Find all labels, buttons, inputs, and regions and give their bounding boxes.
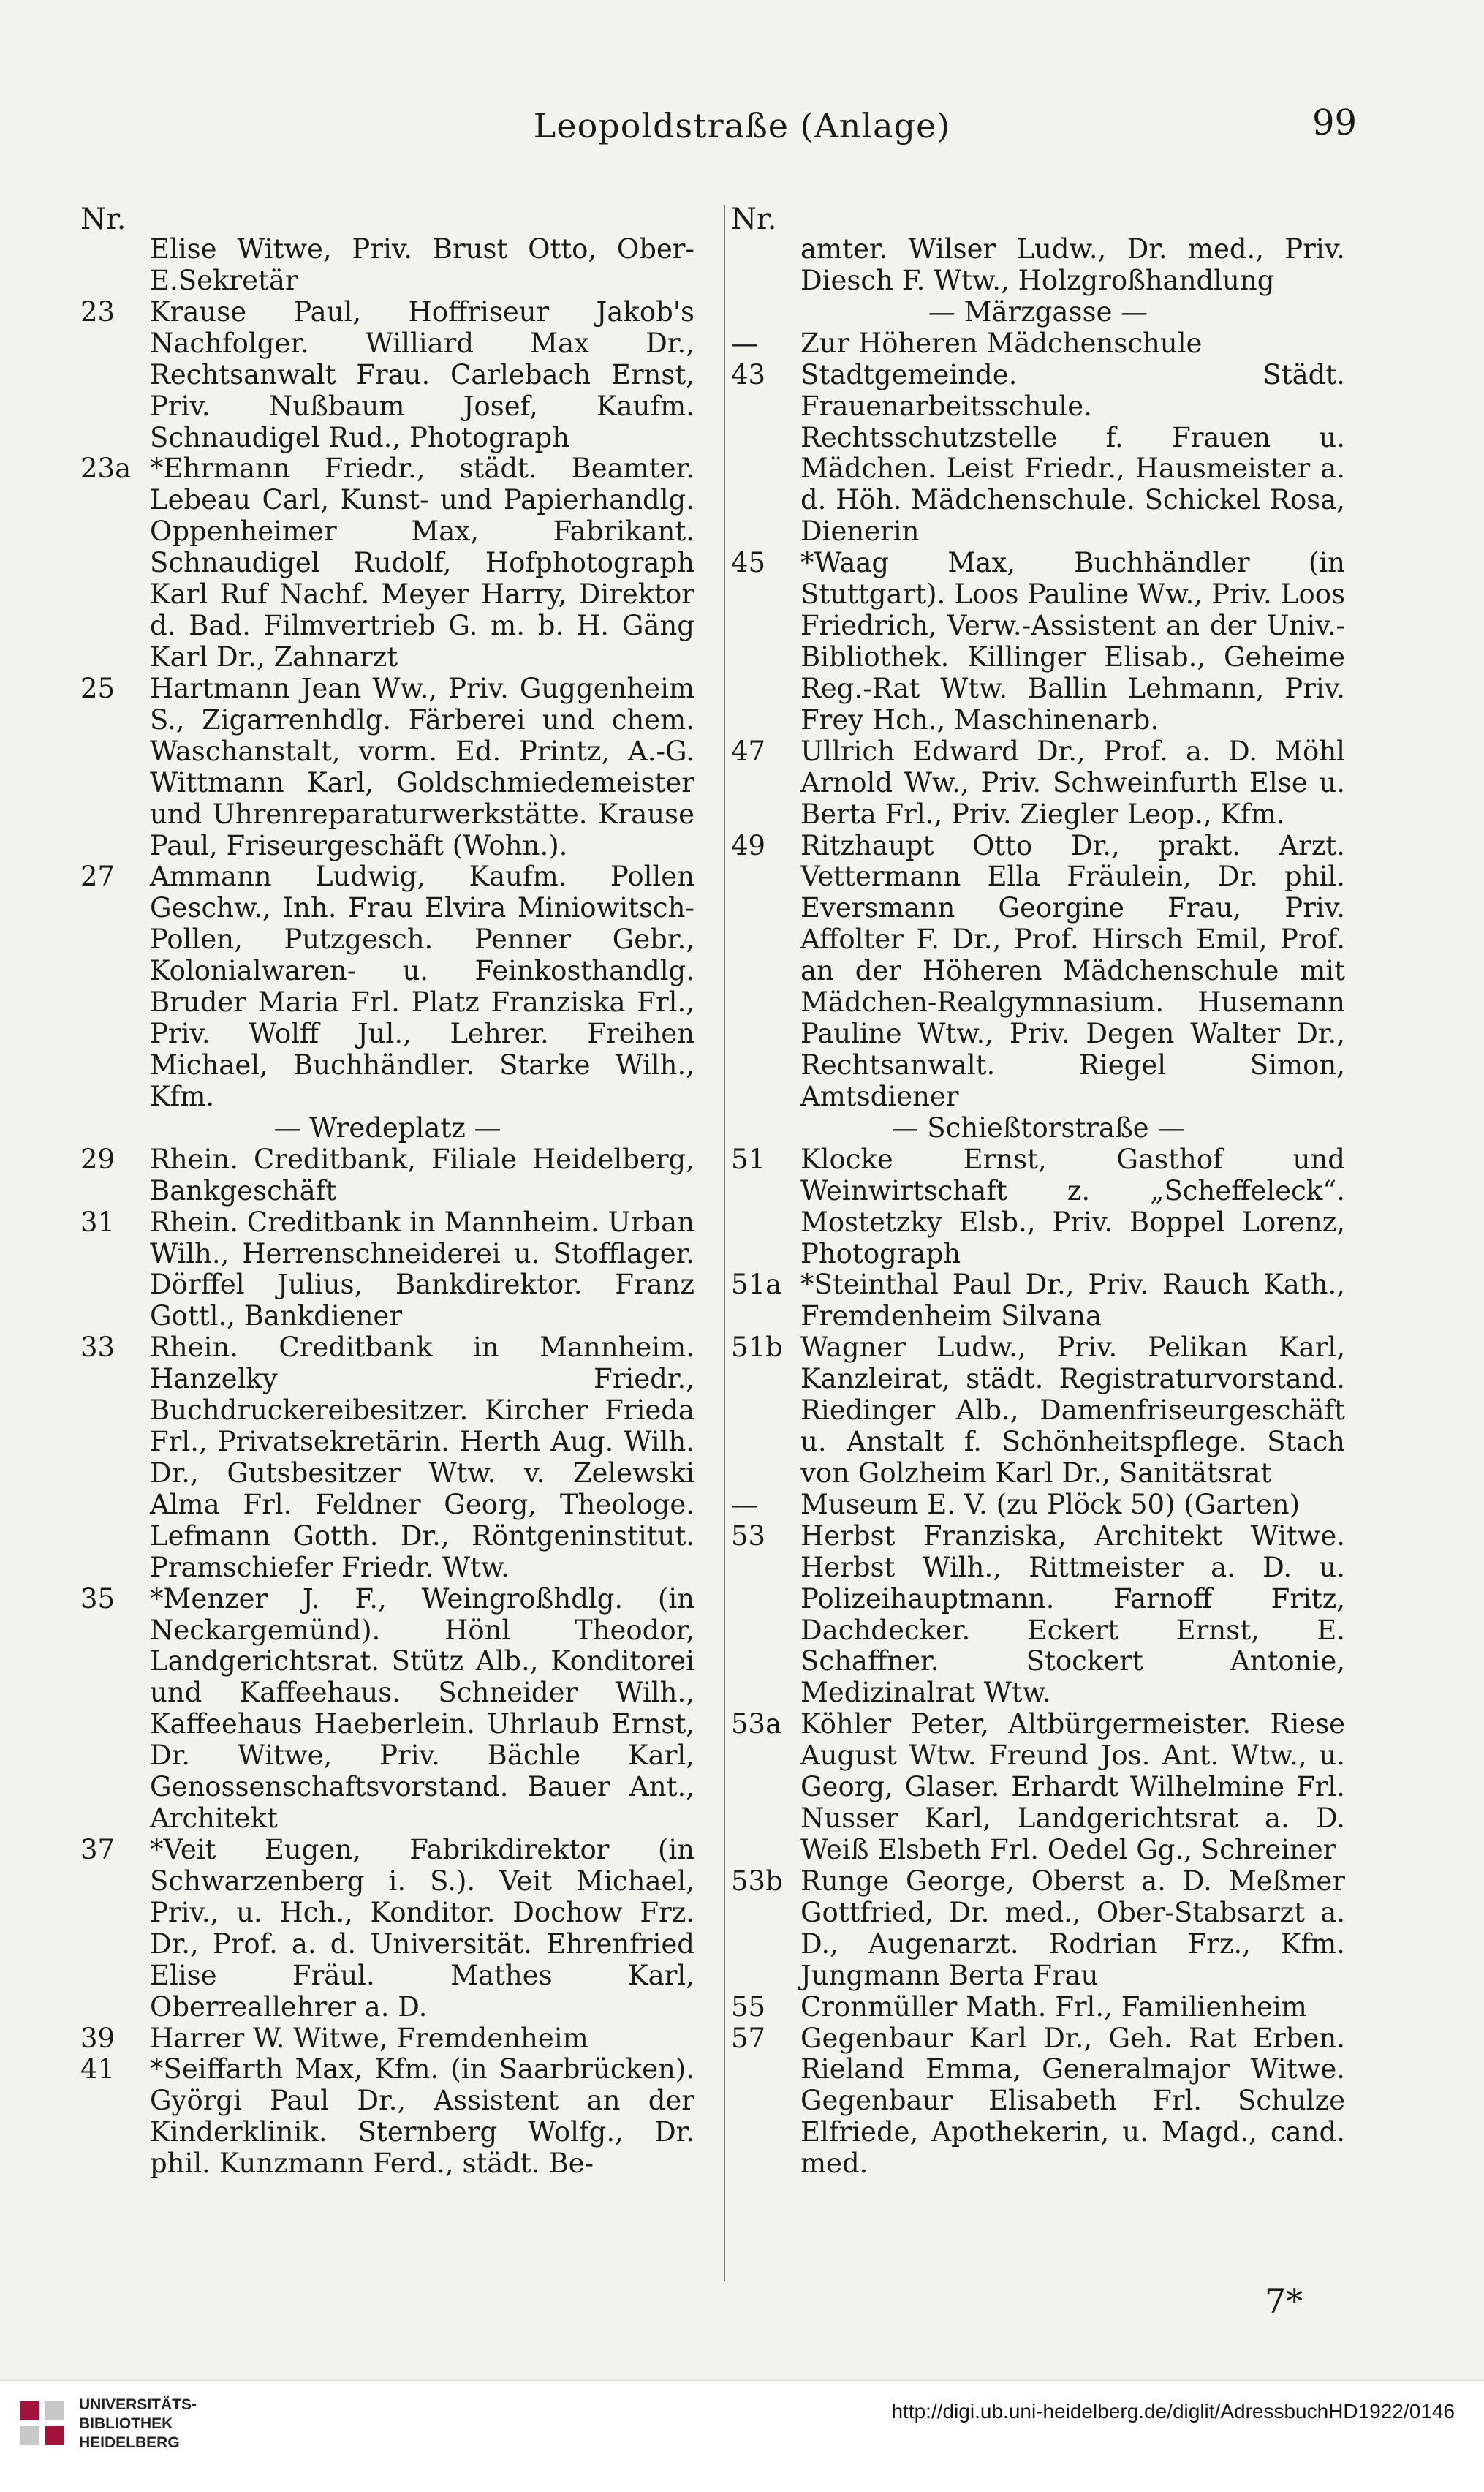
address-entry <box>731 1992 1345 2023</box>
house-number: — <box>731 327 758 359</box>
address-entry <box>80 1144 694 1207</box>
signature-mark: 7* <box>1265 2281 1303 2321</box>
house-number: 23 <box>80 295 116 328</box>
house-number: 45 <box>731 547 766 579</box>
house-number: 51a <box>731 1269 782 1301</box>
house-number: 27 <box>80 861 116 893</box>
house-number: 49 <box>731 829 766 861</box>
residents-text: Elise Witwe, Priv. Brust Otto, Ober-E.Sekretär <box>150 233 694 296</box>
address-entry <box>731 1269 1345 1332</box>
address-entry <box>80 1835 694 2023</box>
address-entry <box>731 831 1345 1113</box>
residents-text: Klocke Ernst, Gasthof und Weinwirtschaft z. „Scheffeleck“. Mostetzky Elsb., Priv. Boppel Lorenz, Photograph <box>800 1143 1345 1269</box>
viewer-footer <box>0 2380 1484 2492</box>
street-heading: — Schießtorstraße — <box>891 1111 1185 1144</box>
address-entry <box>731 1521 1345 1710</box>
residents-text: Ullrich Edward Dr., Prof. a. D. Möhl Arnold Ww., Priv. Schweinfurth Else u. Berta Frl., Priv. Ziegler Leop., Kfm. <box>800 735 1345 830</box>
address-entry <box>80 453 694 673</box>
right-column <box>731 205 1345 2180</box>
house-number: 53a <box>731 1708 782 1740</box>
residents-text: *Waag Max, Buchhändler (in Stuttgart). Loos Pauline Ww., Priv. Loos Friedrich, Verw.-Assistent an der Univ.-Bibliothek. Killinger Elisab., Geheime Reg.-Rat Wtw. Ballin Lehmann, Priv. Frey Hch., Maschinenarb. <box>800 547 1345 736</box>
residents-text: *Ehrmann Friedr., städt. Beamter. Lebeau Carl, Kunst- und Papierhandlg. Oppenheimer Max, Fabrikant. Schnaudigel Rudolf, Hofphotograph Karl Ruf Nachf. Meyer Harry, Direktor d. Bad. Filmvertrieb G. m. b. H. Gäng Karl Dr., Zahnarzt <box>150 453 694 673</box>
residents-text: Gegenbaur Karl Dr., Geh. Rat Erben. Rieland Emma, Generalmajor Witwe. Gegenbaur Elisabeth Frl. Schulze Elfriede, Apothekerin, u. Magd., cand. med. <box>800 2022 1345 2180</box>
residents-text: Museum E. V. (zu Plöck 50) (Garten) <box>800 1488 1301 1520</box>
permalink-url[interactable]: http://digi.ub.uni-heidelberg.de/diglit/AdressbuchHD1922/0146 <box>891 2400 1455 2423</box>
house-number: 37 <box>80 1834 116 1866</box>
house-number: 39 <box>80 2022 116 2054</box>
address-entry <box>80 861 694 1112</box>
house-number: 57 <box>731 2022 766 2054</box>
house-number: 41 <box>80 2053 116 2085</box>
residents-text: Rhein. Creditbank, Filiale Heidelberg, Bankgeschäft <box>150 1143 694 1207</box>
street-heading: — Märzgasse — <box>928 295 1148 328</box>
residents-text: *Veit Eugen, Fabrikdirektor (in Schwarzenberg i. S.). Veit Michael, Priv., u. Hch., Konditor. Dochow Frz. Dr., Prof. a. d. Universität. Ehrenfried Elise Fräul. Mathes Karl, Oberreallehrer a. D. <box>150 1834 694 2023</box>
running-head: Leopoldstraße (Anlage) <box>533 106 951 146</box>
residents-text: *Steinthal Paul Dr., Priv. Rauch Kath., Fremdenheim Silvana <box>800 1269 1345 1332</box>
residents-text: Ritzhaupt Otto Dr., prakt. Arzt. Vettermann Ella Fräulein, Dr. phil. Eversmann Georgine Frau, Priv. Affolter F. Dr., Prof. Hirsch Emil, Prof. an der Höheren Mädchenschule mit Mädchen-Realgymnasium. Husemann Pauline Wtw., Priv. Degen Walter Dr., Rechtsanwalt. Riegel Simon, Amtsdiener <box>800 829 1345 1112</box>
left-column <box>80 205 694 2180</box>
house-number: 29 <box>80 1143 116 1175</box>
address-entry <box>80 2054 694 2180</box>
residents-text: Zur Höheren Mädchenschule <box>800 327 1203 359</box>
address-entry <box>731 1709 1345 1866</box>
house-number: 43 <box>731 358 766 390</box>
house-number: 53b <box>731 1865 783 1897</box>
residents-text: amter. Wilser Ludw., Dr. med., Priv. Diesch F. Wtw., Holzgroßhandlung <box>800 233 1345 296</box>
house-number: 23a <box>80 453 132 485</box>
column-head-nr: Nr. <box>731 203 777 236</box>
residents-text: Köhler Peter, Altbürgermeister. Riese August Wtw. Freund Jos. Ant. Wtw., u. Georg, Glaser. Erhardt Wilhelmine Frl. Nusser Karl, Landgerichtsrat a. D. Weiß Elsbeth Frl. Oedel Gg., Schreiner <box>800 1708 1345 1866</box>
residents-text: Stadtgemeinde. Städt. Frauenarbeitsschule. Rechtsschutzstelle f. Frauen u. Mädchen. Leist Friedr., Hausmeister a. d. Höh. Mädchenschule. Schickel Rosa, Dienerin <box>800 358 1345 548</box>
residents-text: Wagner Ludw., Priv. Pelikan Karl, Kanzleirat, städt. Registraturvorstand. Riedinger Alb., Damenfriseurgeschäft u. Anstalt f. Schönheitspflege. Stach von Golzheim Karl Dr., Sanitätsrat <box>800 1332 1345 1489</box>
column-head-nr: Nr. <box>80 203 126 236</box>
house-number: 33 <box>80 1332 116 1364</box>
library-logo[interactable] <box>20 2395 197 2453</box>
address-entry <box>80 297 694 454</box>
house-number: 35 <box>80 1582 116 1615</box>
street-heading: — Wredeplatz — <box>273 1111 501 1144</box>
address-entry <box>731 1144 1345 1270</box>
residents-text: Runge George, Oberst a. D. Meßmer Gottfried, Dr. med., Ober-Stabsarzt a. D., Augenarzt. Rodrian Frz., Kfm. Jungmann Berta Frau <box>800 1865 1345 1991</box>
address-entry <box>731 736 1345 831</box>
house-number: 31 <box>80 1206 116 1238</box>
address-entry <box>731 1489 1345 1521</box>
column-divider <box>724 205 725 2281</box>
house-number: — <box>731 1488 758 1520</box>
address-entry <box>80 1584 694 1835</box>
page-number: 99 <box>1312 102 1358 143</box>
address-entry <box>731 328 1345 360</box>
address-entry <box>731 1866 1345 1992</box>
residents-text: Herbst Franziska, Architekt Witwe. Herbst Wilh., Rittmeister a. D. u. Polizeihauptmann. Farnoff Fritz, Dachdecker. Eckert Ernst, E. Schaffner. Stockert Antonie, Medizinalrat Wtw. <box>800 1519 1345 1709</box>
house-number: 25 <box>80 672 116 704</box>
address-entry <box>731 548 1345 736</box>
library-logo-icon <box>20 2401 66 2447</box>
library-name: UNIVERSITÄTS- BIBLIOTHEK HEIDELBERG <box>79 2396 197 2451</box>
address-entry <box>731 234 1345 297</box>
residents-text: Harrer W. Witwe, Fremdenheim <box>150 2022 588 2054</box>
house-number: 47 <box>731 735 766 767</box>
address-entry <box>80 1332 694 1583</box>
address-entry <box>80 673 694 862</box>
residents-text: *Seiffarth Max, Kfm. (in Saarbrücken). Györgi Paul Dr., Assistent an der Kinderklinik. Sternberg Wolfg., Dr. phil. Kunzmann Ferd., städt. Be- <box>150 2053 694 2180</box>
house-number: 51b <box>731 1332 783 1364</box>
address-entry <box>731 2023 1345 2180</box>
address-entry <box>80 234 694 297</box>
residents-text: *Menzer J. F., Weingroßhdlg. (in Neckargemünd). Hönl Theodor, Landgerichtsrat. Stütz Alb., Konditorei und Kaffeehaus. Schneider Wilh., Kaffeehaus Haeberlein. Uhrlaub Ernst, Dr. Witwe, Priv. Bächle Karl, Genossenschaftsvorstand. Bauer Ant., Architekt <box>150 1582 694 1835</box>
house-number: 53 <box>731 1519 766 1552</box>
residents-text: Hartmann Jean Ww., Priv. Guggenheim S., Zigarrenhdlg. Färberei und chem. Waschanstalt, vorm. Ed. Printz, A.-G. Wittmann Karl, Goldschmiedemeister und Uhrenreparaturwerkstätte. Krause Paul, Friseurgeschäft (Wohn.). <box>150 672 694 861</box>
address-entry <box>731 360 1345 548</box>
residents-text: Ammann Ludwig, Kaufm. Pollen Geschw., Inh. Frau Elvira Miniowitsch-Pollen, Putzgesch. Penner Gebr., Kolonialwaren- u. Feinkosthandlg. Bruder Maria Frl. Platz Franziska Frl., Priv. Wolff Jul., Lehrer. Freihen Michael, Buchhändler. Starke Wilh., Kfm. <box>150 861 694 1112</box>
residents-text: Rhein. Creditbank in Mannheim. Hanzelky Friedr., Buchdruckereibesitzer. Kircher Frieda Frl., Privatsekretärin. Herth Aug. Wilh. Dr., Gutsbesitzer Wtw. v. Zelewski Alma Frl. Feldner Georg, Theologe. Lefmann Gotth. Dr., Röntgeninstitut. Pramschiefer Friedr. Wtw. <box>150 1332 694 1583</box>
residents-text: Cronmüller Math. Frl., Familienheim <box>800 1990 1307 2023</box>
residents-text: Krause Paul, Hoffriseur Jakob's Nachfolger. Williard Max Dr., Rechtsanwalt Frau. Carlebach Ernst, Priv. Nußbaum Josef, Kaufm. Schnaudigel Rud., Photograph <box>150 295 694 453</box>
address-entry <box>731 1332 1345 1489</box>
house-number: 51 <box>731 1143 766 1175</box>
house-number: 55 <box>731 1990 766 2023</box>
address-entry <box>80 1207 694 1333</box>
residents-text: Rhein. Creditbank in Mannheim. Urban Wilh., Herrenschneiderei u. Stofflager. Dörffel Julius, Bankdirektor. Franz Gottl., Bankdiener <box>150 1206 694 1332</box>
address-entry <box>80 2023 694 2055</box>
